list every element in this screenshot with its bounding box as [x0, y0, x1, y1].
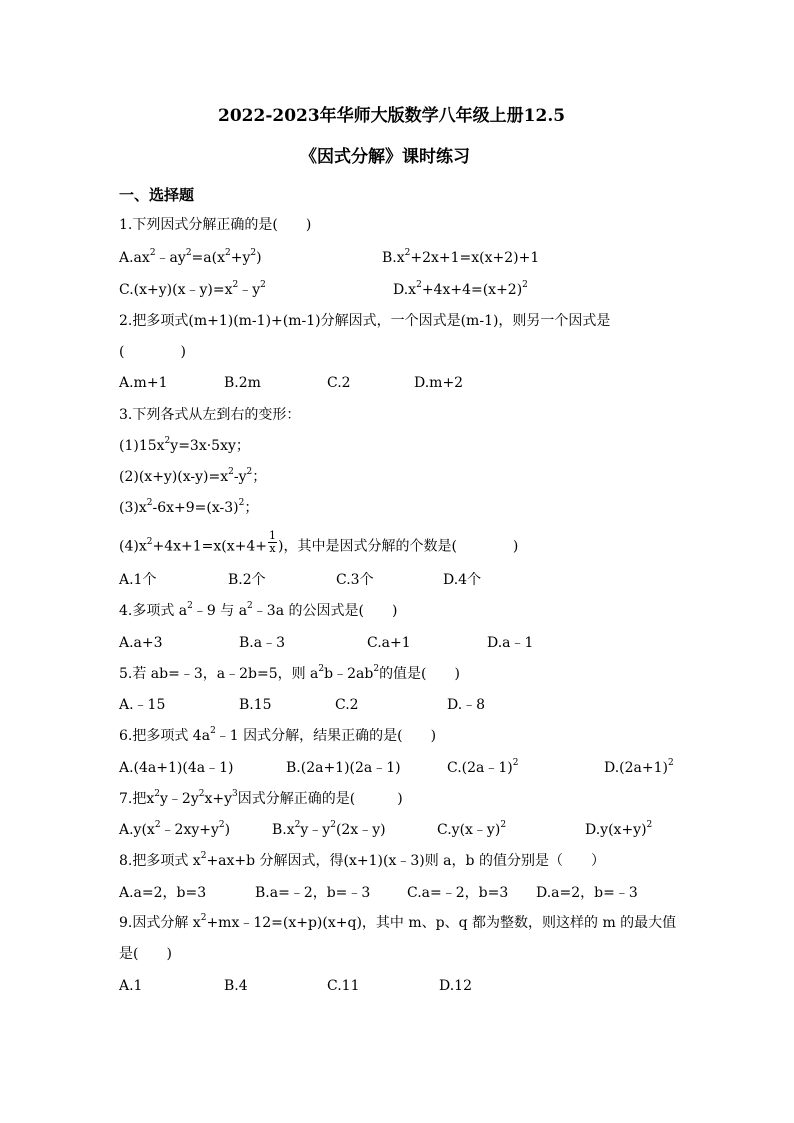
question-3-option-b: B.2个	[228, 572, 266, 588]
question-2-option-c: C.2	[327, 375, 351, 391]
doc-title-line1: 2022-2023年华师大版数学八年级上册12.5	[218, 106, 566, 126]
question-9-option-c: C.11	[327, 978, 360, 994]
question-6-option-d: $D.(2a+1)^2$	[604, 758, 674, 776]
question-4-option-d: D.a﹣1	[487, 635, 534, 651]
question-7-option-b: $B.x^2y﹣y^2(2x﹣y)$	[272, 820, 386, 838]
question-4-option-c: C.a+1	[367, 635, 411, 651]
question-3-option-c: C.3个	[336, 572, 374, 588]
question-5-option-a: A.﹣15	[119, 697, 166, 713]
question-7-option-a: $A.y(x^2﹣2xy+y^2)$	[119, 820, 231, 838]
question-2-option-a: A.m+1	[119, 375, 168, 391]
question-9-stem: 9.因式分解 $x^2+mx﹣12=(x+p)(x+q)$，其中 m、p、q 都为整数，则这样的 m 的最大值	[119, 913, 677, 931]
question-4-stem: 4.多项式 $a^2﹣9$ 与 $a^2﹣3a$ 的公因式是( )	[119, 601, 398, 619]
section-heading: 一、选择题	[119, 186, 195, 204]
question-8-stem: 8.把多项式 $x^2+ax+b$ 分解因式，得(x+1)(x﹣3)则 a，b 的值分别是（ ）	[119, 851, 605, 869]
question-5-option-b: B.15	[239, 697, 272, 713]
question-7-stem: 7.把$x^2y﹣2y^2x+y^3$因式分解正确的是( )	[119, 789, 403, 807]
question-2-option-b: B.2m	[224, 375, 261, 391]
question-3-item-3: $(3)x^2-6x+9=(x-3)^2$；	[119, 498, 259, 516]
question-3-item-4: $(4)x^2+4x+1=x(x+4+$ $\frac{1}{x}$ )，其中是因式分解的个数是( )	[119, 529, 519, 555]
question-5-option-c: C.2	[335, 697, 359, 713]
question-9-stem-cont: 是( )	[119, 946, 172, 962]
question-9-option-d: D.12	[439, 978, 472, 994]
question-8-option-c: C.a=﹣2，b=3	[407, 885, 509, 901]
question-5-option-d: D.﹣8	[447, 697, 486, 713]
question-3-option-a: A.1个	[119, 572, 157, 588]
question-6-option-c: C.(2a﹣1)$^2$	[447, 758, 519, 776]
question-2-stem-cont: ( )	[119, 344, 186, 360]
question-3-stem: 3.下列各式从左到右的变形：	[119, 407, 301, 423]
question-8-option-b: B.a=﹣2，b=﹣3	[255, 885, 371, 901]
question-1-option-c: $C.(x+y)(x﹣y)=x^2﹣y^2$	[119, 280, 266, 298]
question-1-option-d: $D.x^2+4x+4=(x+2)^2$	[393, 280, 528, 298]
question-3-option-d: D.4个	[443, 572, 482, 588]
question-4-option-a: A.a+3	[119, 635, 163, 651]
question-8-option-d: D.a=2，b=﹣3	[536, 885, 638, 901]
question-4-option-b: B.a﹣3	[239, 635, 285, 651]
question-3-item-1: $(1)15x^2y=3x\cdot 5xy$；	[119, 436, 250, 454]
question-1-option-a: $A.ax^2﹣ay^2=a(x^2+y^2)$	[119, 248, 262, 266]
question-1-stem: 1.下列因式分解正确的是( )	[119, 217, 312, 233]
question-9-option-a: A.1	[119, 978, 143, 994]
question-6-option-b: B.(2a+1)(2a﹣1)	[286, 760, 401, 776]
question-7-option-c: C.y(x﹣y)$^2$	[437, 820, 507, 838]
question-2-stem: 2.把多项式(m+1)(m-1)+(m-1)分解因式，一个因式是(m-1)，则另一个因式是	[119, 313, 611, 329]
question-6-option-a: A.(4a+1)(4a﹣1)	[119, 760, 234, 776]
question-7-option-d: $D.y(x+y)^2$	[585, 820, 653, 838]
question-3-item-2: $(2)(x+y)(x-y)=x^2-y^2$；	[119, 467, 267, 485]
question-6-stem: 6.把多项式 $4a^2﹣1$ 因式分解，结果正确的是( )	[119, 726, 437, 744]
question-5-stem: 5.若 ab=﹣3，a﹣2b=5，则 $a^2b﹣2ab^2$的值是( )	[119, 664, 460, 682]
fraction-one-over-x: $\frac{1}{x}$	[269, 529, 276, 555]
question-8-option-a: A.a=2，b=3	[119, 885, 207, 901]
question-2-option-d: D.m+2	[414, 375, 464, 391]
doc-title-line2: 《因式分解》课时练习	[300, 147, 470, 167]
question-9-option-b: B.4	[224, 978, 248, 994]
question-1-option-b: $B.x^2+2x+1=x(x+2)+1$	[382, 248, 540, 266]
